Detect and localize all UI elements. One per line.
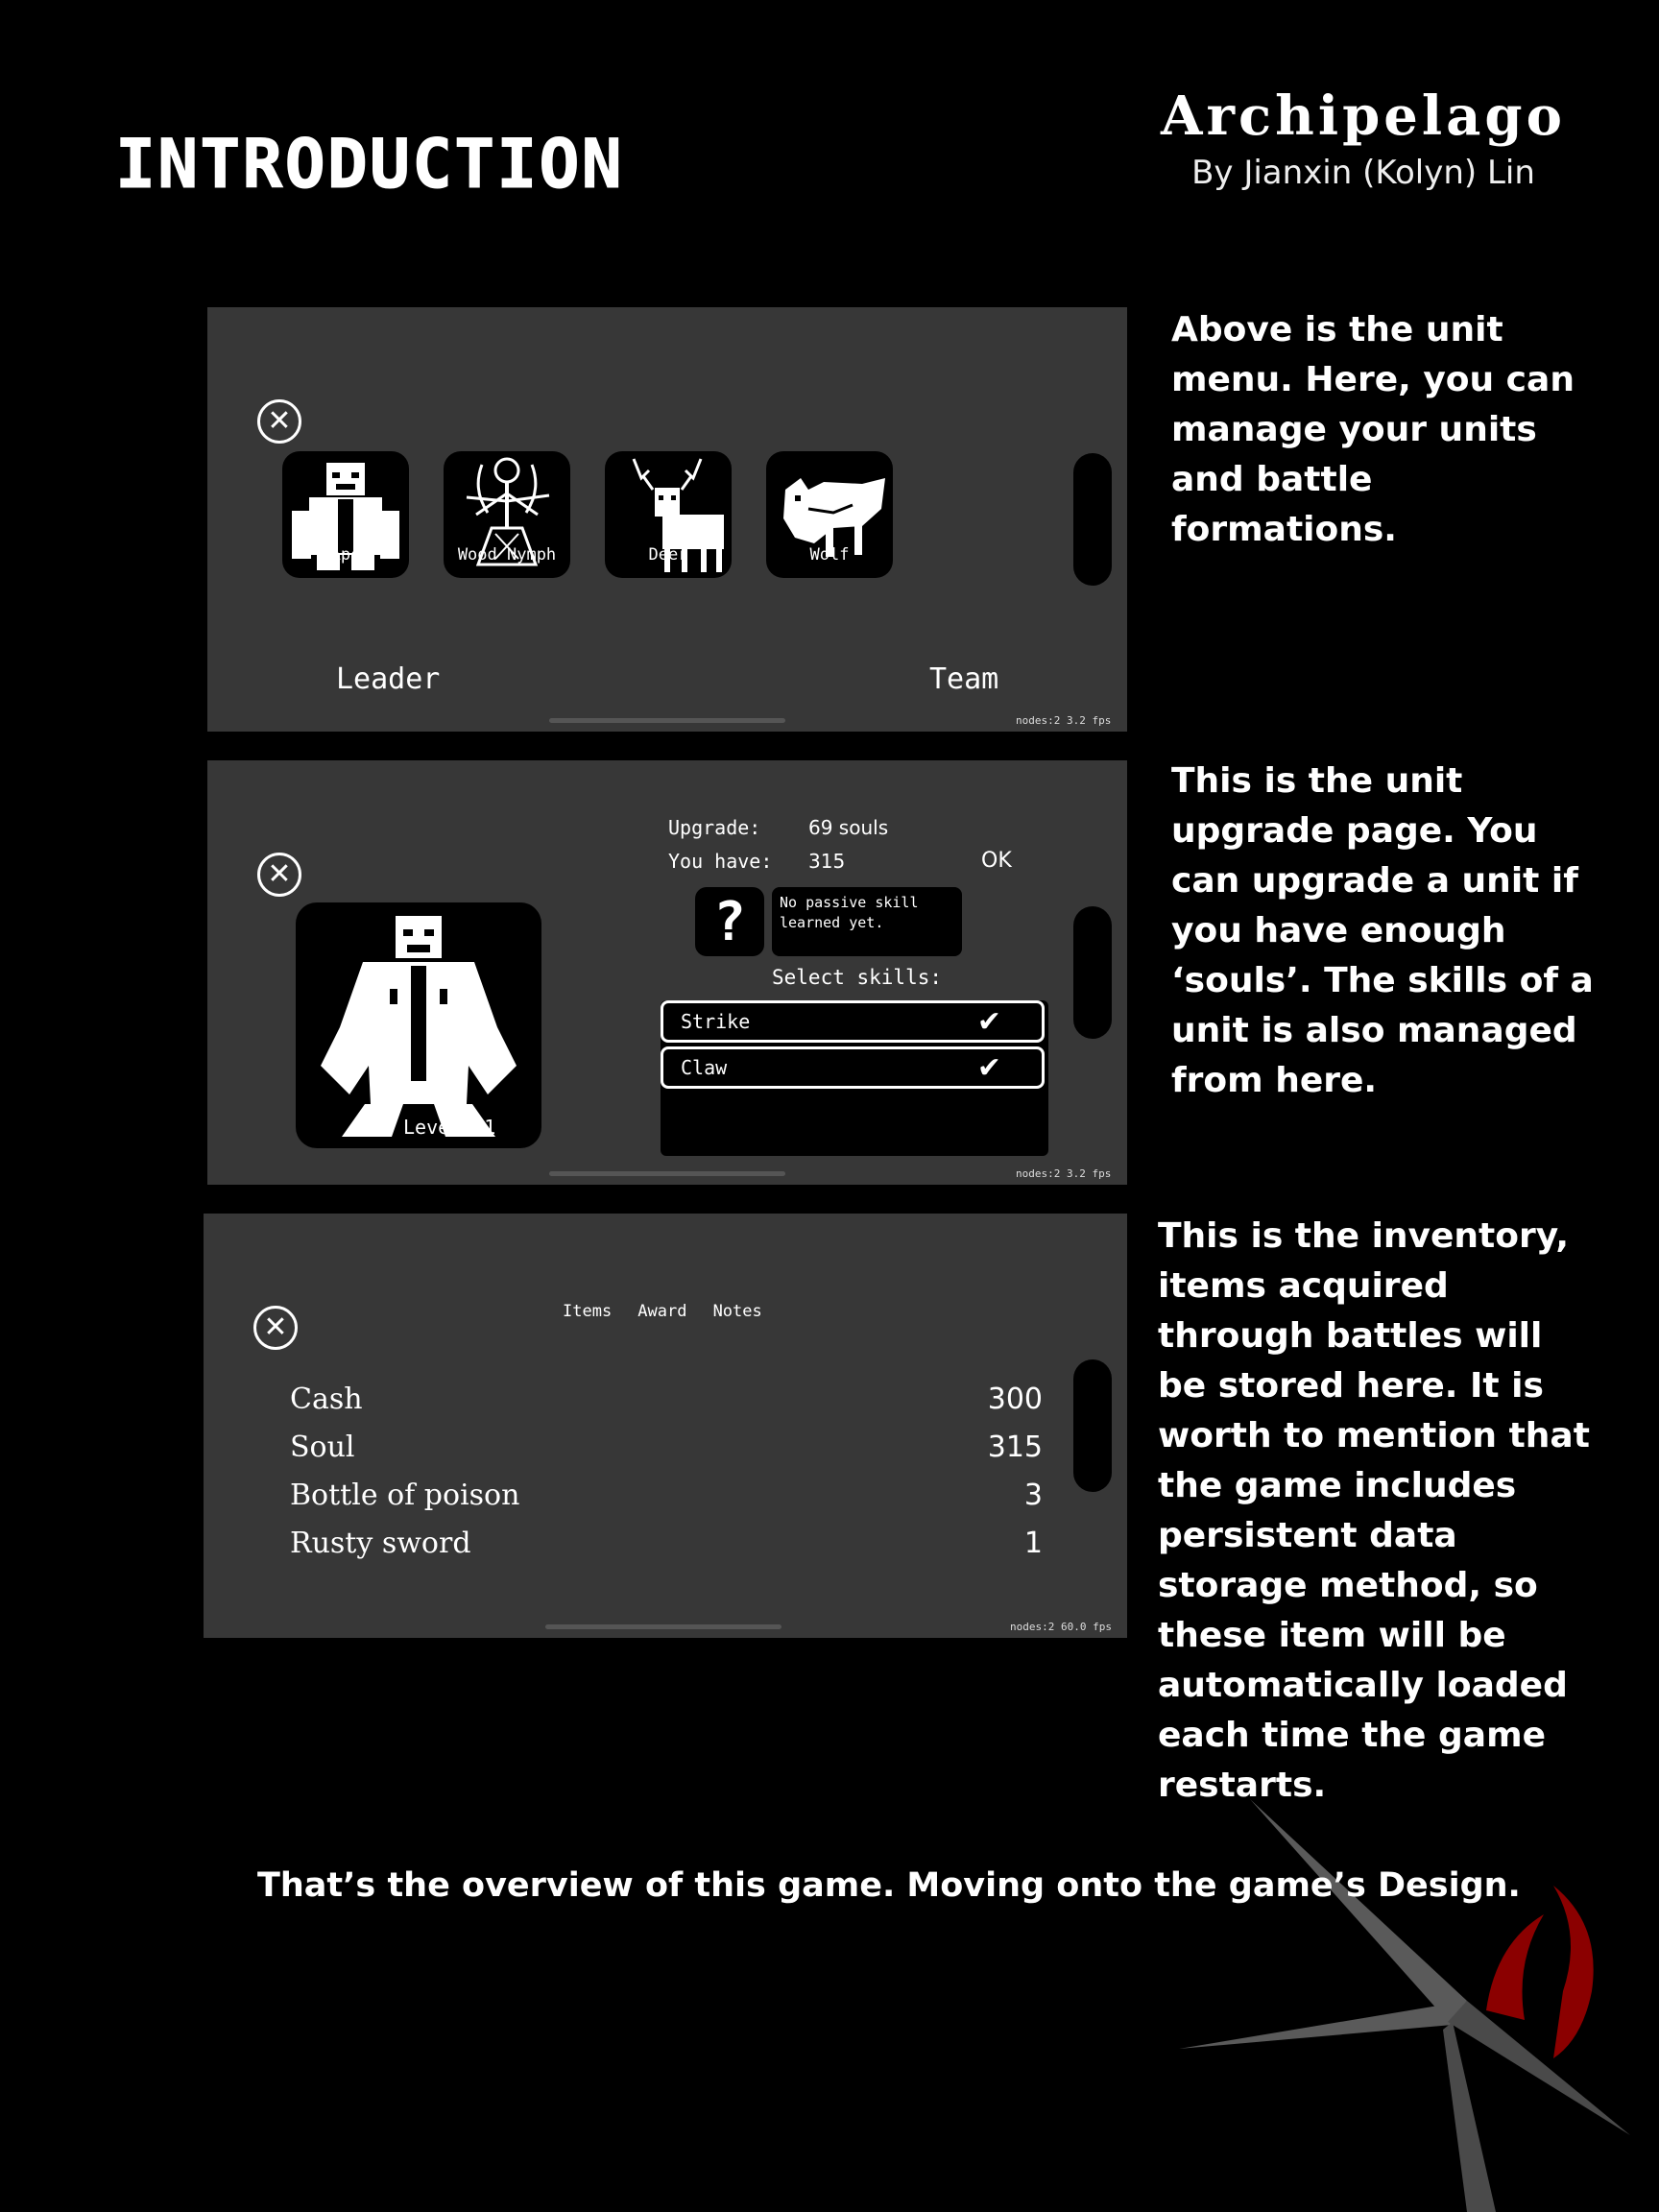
- archipelago-logo-icon: [1179, 1770, 1659, 2212]
- item-name: Cash: [290, 1382, 363, 1416]
- leader-label[interactable]: Leader: [336, 662, 441, 696]
- inventory-row-soul[interactable]: [290, 1431, 1043, 1479]
- inventory-tabs: [563, 1302, 783, 1321]
- tab-award[interactable]: Award: [637, 1302, 687, 1321]
- passive-skill-icon: [695, 887, 764, 956]
- upgrade-page-screenshot: [207, 760, 1127, 1185]
- ok-button[interactable]: OK: [981, 849, 1012, 873]
- item-name: Rusty sword: [290, 1527, 471, 1560]
- author-credit: By Jianxin (Kolyn) Lin: [1191, 154, 1535, 192]
- item-name: Soul: [290, 1431, 355, 1464]
- inventory-row-sword[interactable]: [290, 1527, 1043, 1575]
- unit-menu-description: Above is the unit menu. Here, you can manage your units and battle formations.: [1171, 310, 1575, 549]
- team-label[interactable]: Team: [929, 662, 999, 696]
- you-have-value: 315: [808, 850, 846, 873]
- scrollbar[interactable]: [1073, 906, 1112, 1039]
- skill-row-strike[interactable]: [661, 1000, 1045, 1043]
- home-indicator: [549, 1171, 785, 1176]
- checkmark-icon: ✔: [976, 1051, 1001, 1085]
- fps-counter: nodes:2 3.2 fps: [1016, 714, 1112, 727]
- item-qty: 3: [1023, 1479, 1043, 1512]
- home-indicator: [549, 718, 785, 723]
- inventory-description: This is the inventory, items acquired through battles will be stored here. It is worth to mention that the game includes persistent data storage method, so these item will be automatically loaded each time the game restarts.: [1158, 1216, 1590, 1805]
- tab-notes[interactable]: Notes: [712, 1302, 762, 1321]
- ape-sprite-icon: [296, 902, 541, 1148]
- game-title: Archipelago: [1161, 84, 1566, 148]
- home-indicator: [545, 1624, 781, 1629]
- fps-counter: nodes:2 60.0 fps: [1010, 1621, 1112, 1633]
- unit-name: Ape: [330, 545, 361, 565]
- passive-skill-box: [772, 887, 962, 956]
- fps-counter: nodes:2 3.2 fps: [1016, 1167, 1112, 1180]
- upgrade-page-description: This is the unit upgrade page. You can upgrade a unit if you have enough ‘souls’. The skills of a unit is also managed from here.: [1171, 761, 1594, 1100]
- unit-card-ape[interactable]: [282, 451, 409, 578]
- skill-name: Strike: [681, 1010, 751, 1033]
- unit-portrait: [296, 902, 541, 1148]
- passive-skill-text: No passive skill learned yet.: [780, 894, 919, 931]
- inventory-row-cash[interactable]: [290, 1382, 1043, 1431]
- you-have-label: You have:: [668, 850, 773, 873]
- upgrade-cost: 69 souls: [808, 816, 889, 839]
- question-mark-icon: ?: [713, 890, 746, 953]
- skill-list: [661, 1000, 1048, 1156]
- page-heading: INTRODUCTION: [115, 125, 624, 204]
- unit-card-wood-nymph[interactable]: [444, 451, 570, 578]
- skill-name: Claw: [681, 1056, 728, 1079]
- unit-card-deer[interactable]: [605, 451, 732, 578]
- item-qty: 300: [987, 1382, 1043, 1416]
- scrollbar[interactable]: [1073, 1359, 1112, 1492]
- checkmark-icon: ✔: [976, 1005, 1001, 1039]
- title-block: [1133, 84, 1594, 192]
- tab-items[interactable]: Items: [563, 1302, 613, 1321]
- unit-name: Deer: [648, 545, 688, 565]
- unit-name: Wolf: [809, 545, 850, 565]
- level-text: Level: 1: [403, 1116, 496, 1139]
- unit-card-wolf[interactable]: [766, 451, 893, 578]
- skill-row-claw[interactable]: [661, 1046, 1045, 1089]
- unit-name: Wood Nymph: [457, 545, 557, 565]
- item-qty: 315: [987, 1431, 1043, 1464]
- item-name: Bottle of poison: [290, 1479, 520, 1512]
- item-qty: 1: [1023, 1527, 1043, 1560]
- scrollbar[interactable]: [1073, 453, 1112, 586]
- upgrade-label: Upgrade:: [668, 816, 761, 839]
- unit-menu-screenshot: [207, 307, 1127, 732]
- footer-text: That’s the overview of this game. Moving onto the game’s Design.: [257, 1866, 1521, 1905]
- inventory-row-poison[interactable]: [290, 1479, 1043, 1527]
- select-skills-label: Select skills:: [772, 966, 943, 989]
- close-icon[interactable]: ✕: [257, 399, 301, 444]
- close-icon[interactable]: ✕: [253, 1306, 298, 1350]
- close-icon[interactable]: ✕: [257, 853, 301, 897]
